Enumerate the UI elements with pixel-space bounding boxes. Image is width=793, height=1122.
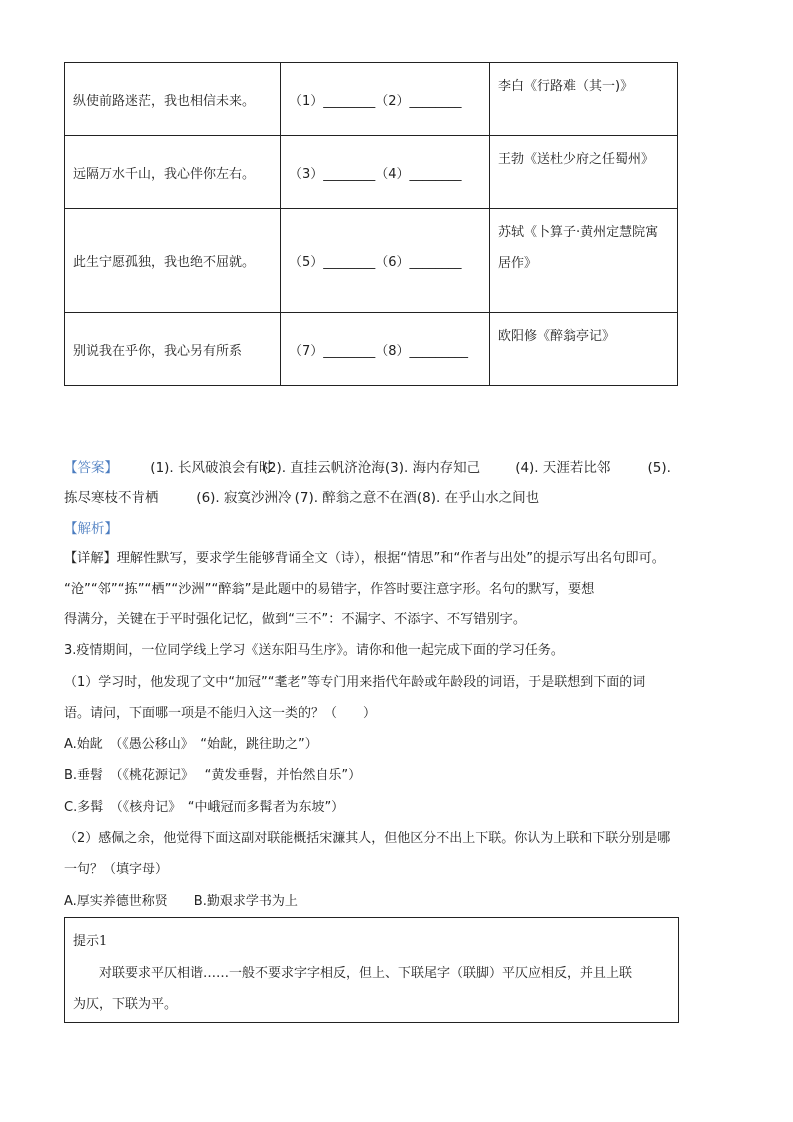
analysis-text: 【详解】理解性默写，要求学生能够背诵全文（诗），根据“情思”和“作者与出处”的提示写出名句即可。	[64, 551, 665, 566]
answer-item: (8). 在乎山水之间也	[416, 490, 540, 506]
question-text: （1）学习时，他发现了文中“加冠”“耄老”等专门用来指代年龄或年龄段的词语，于是联想到下面的词	[64, 675, 646, 690]
source-cell: 苏轼《卜算子·黄州定慧院寓居作》	[490, 209, 678, 313]
source-cell: 王勃《送杜少府之任蜀州》	[490, 136, 678, 209]
table-row	[65, 136, 678, 209]
analysis-text: “沧”“邻”“拣”“栖”“沙洲”“醉翁”是此题中的易错字，作答时要注意字形。名句的默写，要想	[64, 582, 595, 597]
hint-box	[64, 917, 679, 1023]
answer-item: (5).	[647, 460, 671, 476]
analysis-label: 【解析】	[64, 521, 118, 537]
hint-title: 提示1	[73, 934, 108, 949]
answer-item: (1). 长风破浪会有时	[150, 460, 273, 476]
answer-label: 【答案】	[64, 460, 118, 476]
question-text: 一句？（填字母）	[64, 862, 169, 877]
feeling-cell: 远隔万水千山，我心伴你左右。	[65, 136, 281, 209]
answer-item: (7). 醉翁之意不在酒	[294, 490, 417, 506]
question-text: 3.疫情期间，一位同学线上学习《送东阳马生序》。请你和他一起完成下面的学习任务。	[64, 643, 564, 658]
hint-text: 为仄，下联为平。	[73, 997, 178, 1012]
answer-item: (2). 直挂云帆济沧海	[262, 460, 385, 476]
option-c: C.多髯 （《核舟记》 “中峨冠而多髯者为东坡”）	[64, 800, 345, 815]
analysis-text: 得满分，关键在于平时强化记忆，做到“三不”：不漏字、不添字、不写错别字。	[64, 612, 527, 627]
feeling-cell: 纵使前路迷茫，我也相信未来。	[65, 63, 281, 136]
source-cell: 欧阳修《醉翁亭记》	[490, 313, 678, 386]
feeling-cell: 别说我在乎你，我心另有所系	[65, 313, 281, 386]
source-cell: 李白《行路难（其一)》	[490, 63, 678, 136]
option-a: A.始龀 （《愚公移山》 “始龀，跳往助之”）	[64, 737, 318, 752]
answer-line	[64, 456, 671, 476]
answer-line	[64, 486, 539, 506]
hint-text: 对联要求平仄相谐……一般不要求字字相反，但上、下联尾字（联脚）平仄应相反，并且上联	[73, 966, 633, 981]
blank-cell: （3）________（4）________	[281, 136, 490, 209]
question-text: 语。请问，下面哪一项是不能归入这一类的？（ ）	[64, 706, 377, 721]
poem-table	[64, 62, 678, 386]
feeling-cell: 此生宁愿孤独，我也绝不屈就。	[65, 209, 281, 313]
table-row	[65, 313, 678, 386]
table-row	[65, 63, 678, 136]
question-text: （2）感佩之余，他觉得下面这副对联能概括宋濂其人，但他区分不出上下联。你认为上联和下联分别是哪	[64, 831, 671, 846]
answer-item: 拣尽寒枝不肯栖	[64, 490, 159, 506]
table-row	[65, 209, 678, 313]
blank-cell: （1）________（2）________	[281, 63, 490, 136]
blank-cell: （7）________（8）_________	[281, 313, 490, 386]
answer-item: (4). 天涯若比邻	[515, 460, 611, 476]
option-b: B.垂髫 （《桃花源记》 “黄发垂髫，并怡然自乐”）	[64, 768, 362, 783]
blank-cell: （5）________（6）________	[281, 209, 490, 313]
answer-item: (3). 海内存知己	[384, 460, 481, 476]
answer-item: (6). 寂寞沙洲冷	[196, 490, 292, 506]
couplet-options: A.厚实养德世称贤 B.勤艰求学书为上	[64, 894, 298, 909]
